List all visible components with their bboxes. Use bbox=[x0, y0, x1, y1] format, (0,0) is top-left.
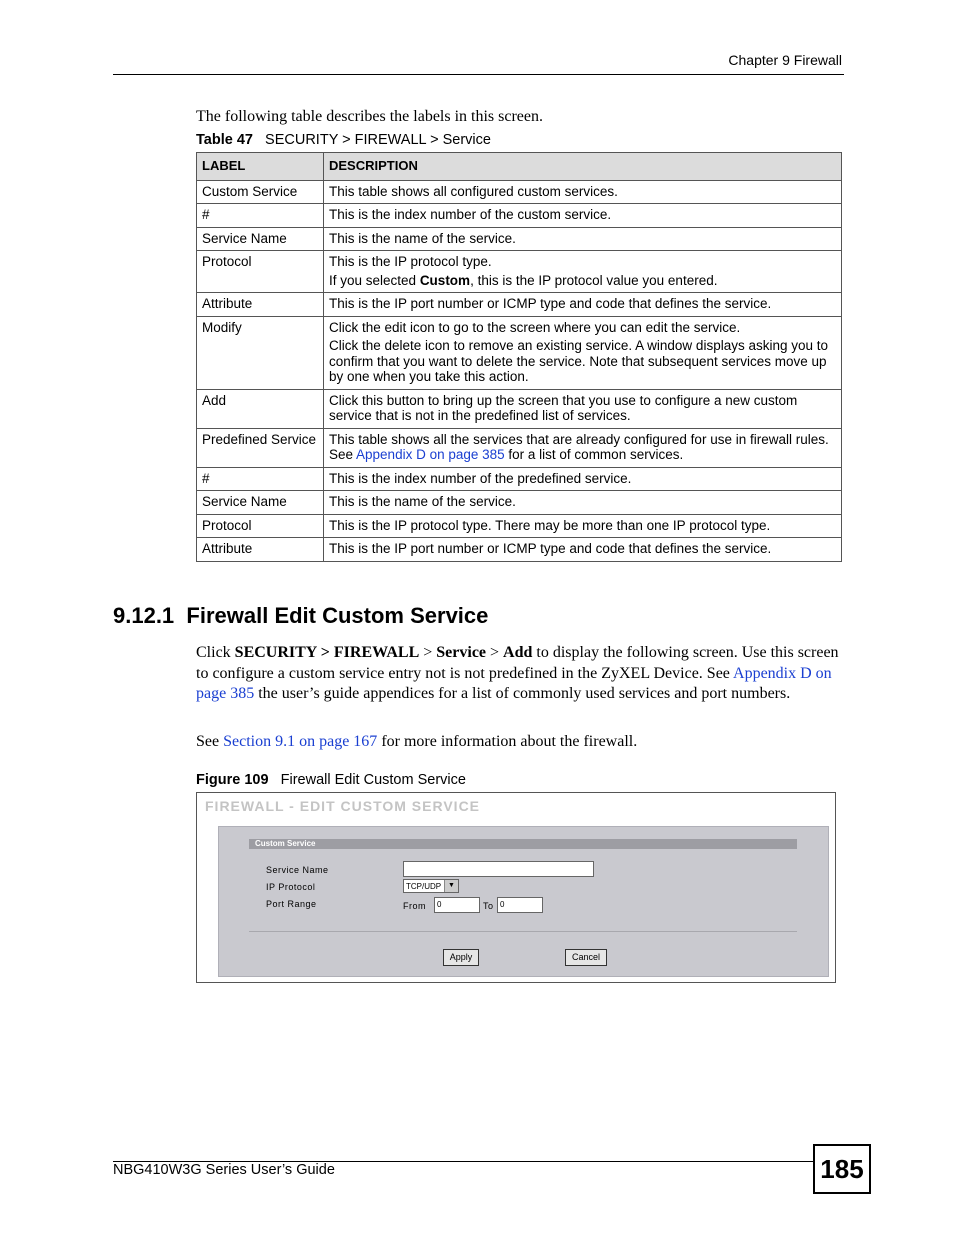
ip-protocol-value: TCP/UDP bbox=[406, 882, 442, 891]
para-text: the user’s guide appendices for a list of commonly used services and port numbers. bbox=[254, 685, 791, 702]
desc-text: for a list of common services. bbox=[504, 447, 684, 462]
section-heading bbox=[113, 603, 488, 629]
para-bold: SECURITY > FIREWALL bbox=[234, 644, 420, 661]
header-description: DESCRIPTION bbox=[324, 153, 842, 181]
screen-title: FIREWALL - EDIT CUSTOM SERVICE bbox=[205, 798, 481, 814]
row-description bbox=[324, 316, 842, 389]
see-also-paragraph bbox=[196, 732, 842, 753]
row-description: This is the IP port number or ICMP type and code that defines the service. bbox=[324, 293, 842, 317]
para-text: > bbox=[419, 644, 437, 661]
row-label: Service Name bbox=[197, 227, 324, 251]
table-row bbox=[197, 514, 842, 538]
section-title: Firewall Edit Custom Service bbox=[186, 603, 489, 628]
table-row bbox=[197, 538, 842, 562]
table-row bbox=[197, 428, 842, 467]
row-description: This is the name of the service. bbox=[324, 227, 842, 251]
table-row bbox=[197, 293, 842, 317]
row-label: # bbox=[197, 204, 324, 228]
divider bbox=[249, 931, 797, 932]
figure-caption bbox=[196, 772, 466, 788]
appendix-link[interactable]: Appendix D on page 385 bbox=[196, 664, 832, 702]
header-label: LABEL bbox=[197, 153, 324, 181]
table-row bbox=[197, 467, 842, 491]
para-text: for more information about the firewall. bbox=[377, 733, 638, 750]
section-bar: Custom Service bbox=[249, 839, 797, 849]
ip-protocol-select[interactable] bbox=[403, 879, 459, 893]
row-label: Service Name bbox=[197, 491, 324, 515]
row-label: Custom Service bbox=[197, 180, 324, 204]
table-row bbox=[197, 491, 842, 515]
row-label: # bbox=[197, 467, 324, 491]
row-description-line bbox=[329, 273, 836, 289]
para-bold: Add bbox=[503, 644, 533, 661]
service-name-label: Service Name bbox=[266, 865, 329, 875]
table-row bbox=[197, 204, 842, 228]
appendix-link[interactable]: Appendix D on page 385 bbox=[356, 447, 505, 462]
desc-text: If you selected bbox=[329, 272, 420, 288]
row-description bbox=[324, 251, 842, 293]
row-label: Add bbox=[197, 389, 324, 428]
intro-text: The following table describes the labels in this screen. bbox=[196, 108, 544, 125]
row-description-line: Click the edit icon to go to the screen where you can edit the service. bbox=[329, 319, 741, 335]
table-row bbox=[197, 389, 842, 428]
para-text: See bbox=[196, 733, 224, 750]
section-number: 9.12.1 bbox=[113, 603, 175, 628]
table-row bbox=[197, 251, 842, 293]
table-header-row bbox=[197, 153, 842, 181]
para-bold: Service bbox=[436, 644, 487, 661]
row-description: This is the IP port number or ICMP type and code that defines the service. bbox=[324, 538, 842, 562]
from-label: From bbox=[403, 901, 426, 911]
row-label: Protocol bbox=[197, 251, 324, 293]
section-link[interactable]: Section 9.1 on page 167 bbox=[223, 733, 378, 750]
port-from-input[interactable]: 0 bbox=[434, 897, 480, 913]
cancel-button[interactable]: Cancel bbox=[565, 949, 607, 966]
figure-screenshot bbox=[196, 792, 836, 983]
header-rule bbox=[113, 74, 844, 75]
table-row bbox=[197, 227, 842, 251]
row-description-line: This is the IP protocol type. bbox=[329, 254, 492, 269]
row-description bbox=[324, 428, 842, 467]
row-description: This is the IP protocol type. There may be more than one IP protocol type. bbox=[324, 514, 842, 538]
row-description: This is the name of the service. bbox=[324, 491, 842, 515]
table-caption bbox=[196, 132, 491, 148]
row-label: Predefined Service bbox=[197, 428, 324, 467]
section-paragraph bbox=[196, 643, 842, 705]
table-row bbox=[197, 316, 842, 389]
row-description: This is the index number of the predefined service. bbox=[324, 467, 842, 491]
row-description: Click this button to bring up the screen that you use to configure a new custom service that is not in the predefined list of services. bbox=[324, 389, 842, 428]
figure-caption-text: Firewall Edit Custom Service bbox=[280, 772, 466, 788]
para-text: to display the following screen. Use this screen to configure a custom service entry not is not predefined in the ZyXEL Device. See bbox=[196, 644, 839, 682]
desc-text: This table shows all the services that are already configured for use in firewall rules. See bbox=[329, 431, 829, 462]
to-label: To bbox=[483, 901, 494, 911]
page-number: 185 bbox=[813, 1144, 871, 1194]
para-text: > bbox=[486, 644, 504, 661]
para-text: Click bbox=[196, 644, 235, 661]
form-panel bbox=[218, 826, 829, 977]
row-label: Modify bbox=[197, 316, 324, 389]
port-range-label: Port Range bbox=[266, 899, 317, 909]
row-description-line: Click the delete icon to remove an existing service. A window displays asking you to confirm that you want to delete the service. Note that subsequent services move up by one when you take this action. bbox=[329, 338, 829, 384]
chapter-header: Chapter 9 Firewall bbox=[728, 52, 842, 68]
table-caption-text: SECURITY > FIREWALL > Service bbox=[265, 132, 491, 148]
desc-text: , this is the IP protocol value you entered. bbox=[470, 272, 718, 288]
row-label: Protocol bbox=[197, 514, 324, 538]
ip-protocol-label: IP Protocol bbox=[266, 882, 316, 892]
chevron-down-icon[interactable]: ▼ bbox=[444, 880, 458, 892]
table-caption-label: Table 47 bbox=[196, 132, 253, 148]
row-label: Attribute bbox=[197, 538, 324, 562]
port-to-input[interactable]: 0 bbox=[497, 897, 543, 913]
desc-bold: Custom bbox=[419, 272, 471, 288]
label-description-table bbox=[196, 152, 842, 562]
row-description: This is the index number of the custom service. bbox=[324, 204, 842, 228]
figure-caption-label: Figure 109 bbox=[196, 772, 269, 788]
row-label: Attribute bbox=[197, 293, 324, 317]
apply-button[interactable]: Apply bbox=[443, 949, 479, 966]
table-row bbox=[197, 180, 842, 204]
service-name-input[interactable] bbox=[403, 861, 594, 877]
footer-title: NBG410W3G Series User’s Guide bbox=[113, 1162, 335, 1178]
row-description: This table shows all configured custom services. bbox=[324, 180, 842, 204]
